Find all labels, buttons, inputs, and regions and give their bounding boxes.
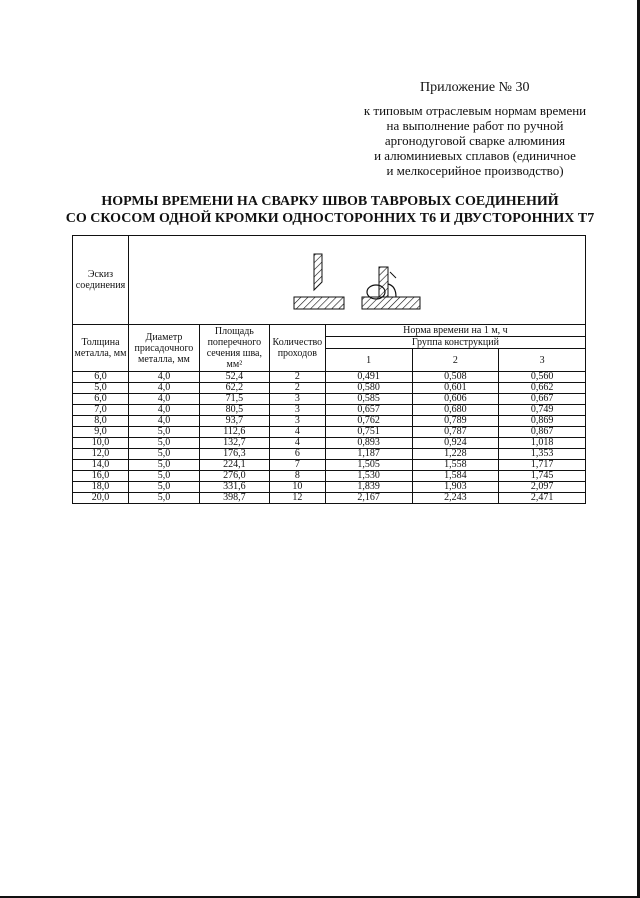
norms-table	[72, 235, 586, 504]
cell-group-2: 0,601	[412, 383, 499, 394]
table-row	[73, 405, 586, 416]
cell-passes: 7	[269, 460, 325, 471]
cell-passes: 4	[269, 427, 325, 438]
cell-diameter: 5,0	[128, 438, 199, 449]
subtitle-line: и алюминиевых сплавов (единичное	[374, 148, 576, 163]
cell-area: 398,7	[199, 493, 269, 504]
header-passes: Количество проходов	[269, 325, 325, 372]
cell-thickness: 12,0	[73, 449, 129, 460]
cell-diameter: 5,0	[128, 482, 199, 493]
cell-diameter: 5,0	[128, 493, 199, 504]
joint-sketch-cell	[128, 236, 585, 325]
cell-thickness: 18,0	[73, 482, 129, 493]
cell-group-1: 0,580	[325, 383, 412, 394]
cell-diameter: 4,0	[128, 372, 199, 383]
cell-group-3: 0,867	[499, 427, 586, 438]
cell-thickness: 20,0	[73, 493, 129, 504]
cell-diameter: 4,0	[128, 405, 199, 416]
cell-area: 52,4	[199, 372, 269, 383]
cell-group-1: 1,505	[325, 460, 412, 471]
header-group: Группа конструкций	[325, 337, 585, 349]
cell-area: 80,5	[199, 405, 269, 416]
cell-area: 276,0	[199, 471, 269, 482]
document-heading	[60, 193, 600, 227]
cell-group-2: 0,787	[412, 427, 499, 438]
cell-diameter: 5,0	[128, 427, 199, 438]
cell-diameter: 5,0	[128, 471, 199, 482]
cell-thickness: 14,0	[73, 460, 129, 471]
cell-group-2: 1,903	[412, 482, 499, 493]
cell-area: 93,7	[199, 416, 269, 427]
table-row	[73, 471, 586, 482]
cell-thickness: 10,0	[73, 438, 129, 449]
cell-group-2: 1,558	[412, 460, 499, 471]
cell-area: 62,2	[199, 383, 269, 394]
appendix-subtitle	[350, 103, 600, 178]
cell-passes: 2	[269, 372, 325, 383]
cell-group-1: 1,187	[325, 449, 412, 460]
cell-group-3: 0,749	[499, 405, 586, 416]
joint-sketch-icon	[292, 242, 422, 318]
cell-group-1: 0,585	[325, 394, 412, 405]
cell-group-1: 0,762	[325, 416, 412, 427]
cell-group-3: 1,018	[499, 438, 586, 449]
cell-area: 176,3	[199, 449, 269, 460]
cell-diameter: 4,0	[128, 394, 199, 405]
cell-thickness: 5,0	[73, 383, 129, 394]
subtitle-line: к типовым отраслевым нормам времени	[363, 103, 587, 118]
cell-thickness: 16,0	[73, 471, 129, 482]
cell-passes: 8	[269, 471, 325, 482]
cell-passes: 10	[269, 482, 325, 493]
cell-group-3: 1,717	[499, 460, 586, 471]
cell-passes: 3	[269, 405, 325, 416]
cell-thickness: 8,0	[73, 416, 129, 427]
cell-group-3: 0,560	[499, 372, 586, 383]
header-group-2: 2	[412, 349, 499, 372]
cell-group-2: 0,924	[412, 438, 499, 449]
header-norm: Норма времени на 1 м, ч	[325, 325, 585, 337]
cell-group-1: 2,167	[325, 493, 412, 504]
cell-group-1: 0,751	[325, 427, 412, 438]
cell-group-1: 1,530	[325, 471, 412, 482]
cell-area: 331,6	[199, 482, 269, 493]
cell-group-2: 1,228	[412, 449, 499, 460]
header-group-1: 1	[325, 349, 412, 372]
cell-group-3: 2,471	[499, 493, 586, 504]
cell-group-2: 2,243	[412, 493, 499, 504]
cell-thickness: 7,0	[73, 405, 129, 416]
cell-passes: 2	[269, 383, 325, 394]
cell-diameter: 5,0	[128, 460, 199, 471]
cell-diameter: 4,0	[128, 416, 199, 427]
cell-group-1: 0,893	[325, 438, 412, 449]
cell-thickness: 6,0	[73, 394, 129, 405]
table-row	[73, 438, 586, 449]
cell-group-2: 0,508	[412, 372, 499, 383]
subtitle-line: и мелкосерийное производство)	[386, 163, 564, 178]
cell-passes: 6	[269, 449, 325, 460]
table-row	[73, 482, 586, 493]
cell-group-1: 1,839	[325, 482, 412, 493]
cell-thickness: 9,0	[73, 427, 129, 438]
table-row	[73, 460, 586, 471]
cell-diameter: 4,0	[128, 383, 199, 394]
appendix-title: Приложение № 30	[420, 80, 530, 95]
cell-area: 71,5	[199, 394, 269, 405]
cell-thickness: 6,0	[73, 372, 129, 383]
cell-area: 112,6	[199, 427, 269, 438]
header-group-3: 3	[499, 349, 586, 372]
table-row	[73, 372, 586, 383]
cell-area: 132,7	[199, 438, 269, 449]
cell-group-3: 2,097	[499, 482, 586, 493]
table-row	[73, 394, 586, 405]
cell-group-1: 0,491	[325, 372, 412, 383]
table-row	[73, 427, 586, 438]
heading-line: СО СКОСОМ ОДНОЙ КРОМКИ ОДНОСТОРОННИХ Т6 И ДВУСТОРОННИХ Т7	[65, 211, 595, 226]
cell-passes: 3	[269, 416, 325, 427]
table-row	[73, 383, 586, 394]
cell-group-2: 1,584	[412, 471, 499, 482]
header-diameter: Диаметр присадочного металла, мм	[128, 325, 199, 372]
cell-group-2: 0,680	[412, 405, 499, 416]
cell-group-3: 0,667	[499, 394, 586, 405]
cell-diameter: 5,0	[128, 449, 199, 460]
subtitle-line: на выполнение работ по ручной	[386, 118, 564, 133]
cell-group-2: 0,606	[412, 394, 499, 405]
cell-passes: 3	[269, 394, 325, 405]
heading-line: НОРМЫ ВРЕМЕНИ НА СВАРКУ ШВОВ ТАВРОВЫХ СОЕДИНЕНИЙ	[101, 194, 559, 209]
table-row	[73, 416, 586, 427]
cell-group-3: 1,353	[499, 449, 586, 460]
cell-group-3: 1,745	[499, 471, 586, 482]
cell-group-3: 0,869	[499, 416, 586, 427]
table-row	[73, 493, 586, 504]
table-row	[73, 449, 586, 460]
header-area: Площадь поперечного сечения шва, мм²	[199, 325, 269, 372]
cell-group-3: 0,662	[499, 383, 586, 394]
subtitle-line: аргонодуговой сварке алюминия	[384, 133, 566, 148]
cell-group-1: 0,657	[325, 405, 412, 416]
cell-passes: 4	[269, 438, 325, 449]
cell-group-2: 0,789	[412, 416, 499, 427]
header-thickness: Толщина металла, мм	[73, 325, 129, 372]
cell-area: 224,1	[199, 460, 269, 471]
cell-passes: 12	[269, 493, 325, 504]
sketch-label: Эскиз соединения	[73, 236, 129, 325]
